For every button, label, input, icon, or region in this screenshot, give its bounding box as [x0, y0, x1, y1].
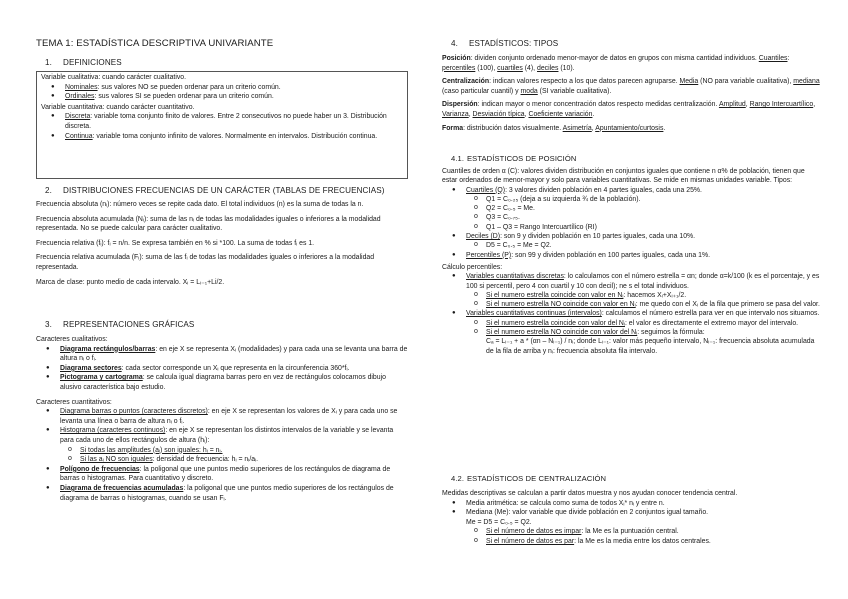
sub-list-item: o Si el número de datos es impar: la Me es la puntuación central. [442, 527, 820, 537]
list-item: ● Polígono de frecuencias: la poligonal que une puntos medio superiores de los rectángulos de diagrama de barras o histogramas. Para cuantitativo y discreto. [36, 465, 408, 484]
list-item: ● Discreta: variable toma conjunto finito de valores. Entre 2 consecutivos no puede haber un 3. Distribución discreta. [41, 112, 405, 131]
section-4-title: ESTADÍSTICOS: TIPOS [469, 39, 559, 48]
section-4-2-title: ESTADÍSTICOS DE CENTRALIZACIÓN [467, 474, 607, 483]
section-4-heading [451, 39, 558, 48]
section-4-1-number: 4.1. [451, 154, 465, 163]
section-3-heading [45, 320, 194, 329]
paragraph: Frecuencia relativa acumulada (Fᵢ): suma de las fᵢ de todas las modalidades iguales o inferiores a la modalidad representada. [36, 254, 375, 271]
section-3-body [36, 335, 408, 503]
list-item: ● Mediana (Me): valor variable que divide población en 2 conjuntos igual tamaño. [442, 508, 820, 518]
section-2-body [36, 200, 408, 287]
paragraph: Marca de clase: punto medio de cada intervalo. Xᵢ = Lᵢ₋₁+Li/2. [36, 278, 225, 286]
section-1-heading [45, 58, 122, 67]
paragraph: Dispersión: indican mayor o menor concentración datos respecto medidas centralización. Amplitud, Rango Intercuartílico, Varianza, Desviación típica, Coeficiente variación. [442, 101, 816, 118]
sub-list-item: o Si todas las amplitudes (aᵢ) son iguales: hᵢ = nᵢ. [36, 446, 408, 456]
section-4-1-heading [451, 154, 576, 163]
section-4-number: 4. [451, 39, 458, 48]
section-4-1-title: ESTADÍSTICOS DE POSICIÓN [467, 154, 577, 163]
list-item: ● Histograma (caracteres continuos): en eje X se representan los distintos intervalos de la variable y se levanta para cada uno de ellos rectángulos de altura (hᵢ): [36, 426, 408, 445]
list-item: ● Ordinales: sus valores SI se pueden ordenar para un criterio común. [41, 92, 405, 102]
section-4-2-heading [451, 474, 606, 483]
list-item: ● Continua: variable toma conjunto infinito de valores. Normalmente en intervalos. Distribución continua. [41, 132, 405, 142]
formula: Cₐ = Lᵢ₋₁ + a * (αn – Nᵢ₋₁) / nᵢ; donde Lᵢ₋₁: valor más pequeño intervalo, Nᵢ₋₁: frecuencia absoluta acumulada de la fila de arriba y nᵢ: frecuencia absoluta fila intervalo. [486, 338, 815, 355]
list-item: ● Variables cuantitativas discretas: lo calculamos con el número estrella = αn; donde α=k/100 (k es el porcentaje, y es 100 si percentil, pero 4 con cuartil y 10 con decil); ne s el total individuos. [442, 272, 820, 291]
section-4-2-number: 4.2. [451, 474, 465, 483]
list-item: ● Diagrama rectángulos/barras: en eje X se representa Xᵢ (modalidades) y para cada una se levanta una barra de altura nᵢ o fᵢ. [36, 345, 408, 364]
paragraph: Frecuencia absoluta (nᵢ): número veces se repite cada dato. El total individuos (n) es la suma de todas la n. [36, 201, 364, 208]
sub-list-item: o Si el numero estrella NO coincide con valor en Nᵢ: me quedo con el Xᵢ de la fila que primero se pasa del valor. [442, 300, 820, 309]
sub-list-item: o Q1 = C₀.₂₅ (deja a su izquierda ¾ de la población). [442, 195, 820, 204]
subheading: Cálculo percentiles: [442, 263, 503, 271]
cuantitativa-def: Variable cuantitativa: cuando carácter cuantitativo. [41, 103, 195, 111]
sub-list-item: o Si las aᵢ NO son iguales: densidad de frecuencia: hᵢ = nᵢ/aᵢ. [36, 455, 408, 465]
section-3-title: REPRESENTACIONES GRÁFICAS [63, 320, 195, 329]
paragraph: Forma: distribución datos visualmente. Asimetría, Apuntamiento/curtosis. [442, 124, 666, 132]
sub-list-item: o Q1 – Q3 = Rango Intercuartílico (RI) [442, 223, 820, 232]
paragraph: Centralización: indican valores respecto a los que datos parecen agruparse. Media (NO para variable cualitativa), mediana (caso particular cuantil) y moda (SI variable cualitativa). [442, 78, 820, 95]
paragraph: Frecuencia absoluta acumulada (Nᵢ): suma de las nᵢ de todas las modalidades iguales o inferiores a la modalidad representada. No se puede calcular para carácter cualitativo. [36, 215, 381, 233]
paragraph: Cuantiles de orden α (C): valores dividen distribución en conjuntos iguales que contiene n α% de población, tienen que estar ordenados de menor-mayor y solo para variables cuantitativas. Se mide en mismas unidades variable. Tipos: [442, 168, 805, 185]
sub-list-item: o Si el numero estrella NO coincide con valor del Nᵢ: seguimos la fórmula: [442, 328, 820, 337]
list-item: ● Nominales: sus valores NO se pueden ordenar para un criterio común. [41, 83, 405, 93]
paragraph: Frecuencia relativa (fᵢ): fᵢ = n/n. Se expresa también en % si *100. La suma de todas fᵢ es 1. [36, 239, 315, 247]
sub-list-item: o Q2 = C₀.₅ = Me. [442, 204, 820, 213]
section-4-2-body [442, 489, 820, 547]
section-4-1-body [442, 167, 820, 356]
list-item: ● Deciles (D): son 9 y dividen población en 10 partes iguales, cada una 10%. [442, 232, 820, 241]
document-title: TEMA 1: ESTADÍSTICA DESCRIPTIVA UNIVARIANTE [36, 38, 274, 49]
section-4-body [442, 54, 820, 133]
list-item: ● Pictograma y cartograma: se calcula igual diagrama barras pero en vez de rectángulos colocamos dibujo alusivo característica bajo estudio. [36, 373, 408, 392]
definitions-content [41, 73, 405, 141]
section-2-title: DISTRIBUCIONES FRECUENCIAS DE UN CARÁCTER (TABLAS DE FRECUENCIAS) [63, 186, 385, 195]
section-3-number: 3. [45, 320, 52, 329]
list-item: ● Diagrama de frecuencias acumuladas: la poligonal que une puntos medio superiores de los rectángulos de diagrama de barras o histogramas, cuando se usan Fᵢ. [36, 484, 408, 503]
subheading: Caracteres cualitativos: [36, 336, 108, 343]
sub-list-item: o D5 = C₀.₅ = Me = Q2. [442, 241, 820, 250]
section-2-heading [45, 186, 385, 195]
list-item: ● Percentiles (P): son 99 y dividen población en 100 partes iguales, cada una 1%. [442, 251, 820, 260]
list-item: ● Diagrama barras o puntos (caracteres discretos): en eje X se representan los valores de Xᵢ y para cada uno se levanta una línea o barra de altura nᵢ o fᵢ. [36, 407, 408, 426]
paragraph: Medidas descriptivas se calculan a partir datos muestra y nos ayudan conocer tendencia central. [442, 490, 738, 497]
sub-list-item: o Si el número de datos es par: la Me es la media entre los datos centrales. [442, 537, 820, 547]
section-2-number: 2. [45, 186, 52, 195]
sub-list-item: o Q3 = C₀.₇₅. [442, 213, 820, 222]
formula: Me = D5 = C₀.₅ = Q2. [466, 518, 532, 526]
list-item: ● Diagrama sectores: cada sector corresponde un Xᵢ que representa en la circunferencia 360*fᵢ. [36, 364, 408, 374]
list-item: ● Variables cuantitativas continuas (intervalos): calculamos el número estrella para ver en que intervalo nos situamos. [442, 309, 820, 318]
subheading: Caracteres cuantitativos: [36, 398, 112, 406]
sub-list-item: o Si el numero estrella coincide con valor en Nᵢ: hacemos Xᵢ+Xᵢ₊₁/2. [442, 291, 820, 300]
sub-list-item: o Si el numero estrella coincide con valor del Nᵢ: el valor es directamente el extremo mayor del intervalo. [442, 319, 820, 328]
list-item: ● Media aritmética: se calcula como suma de todos Xᵢ* nᵢ y entre n. [442, 499, 820, 509]
cualitativa-def: Variable cualitativa: cuando carácter cualitativo. [41, 74, 187, 81]
section-1-number: 1. [45, 58, 52, 67]
list-item: ● Cuartiles (Q): 3 valores dividen población en 4 partes iguales, cada una 25%. [442, 186, 820, 195]
section-1-title: DEFINICIONES [63, 58, 122, 67]
paragraph: Posición: dividen conjunto ordenado menor-mayor de datos en grupos con misma cantidad individuos. Cuantiles: percentiles (100), cuartiles (4), deciles (10). [442, 55, 790, 72]
